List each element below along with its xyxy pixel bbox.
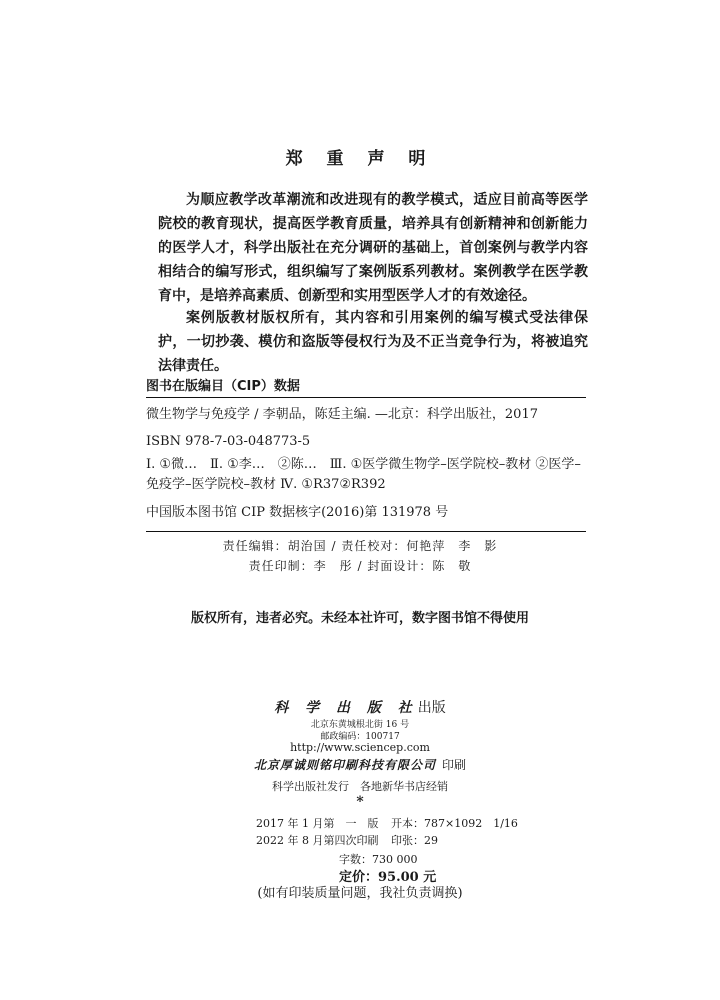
- cip-isbn-line: ISBN 978-7-03-048773-5: [146, 434, 311, 449]
- printing-date: 2022 年 8 月第四次印刷: [256, 834, 379, 847]
- cip-top-divider: [146, 397, 586, 398]
- publisher-address: 北京东黄城根北街 16 号: [310, 720, 410, 730]
- cip-record-number-line: 中国版本图书馆 CIP 数据核字(2016)第 131978 号: [146, 505, 449, 520]
- publisher-name: 科 学 出 版 社: [274, 700, 418, 716]
- publisher-url: http://www.sciencep.com: [290, 741, 430, 754]
- statement-paragraph-1: [158, 188, 588, 308]
- separator-star: *: [356, 794, 364, 810]
- editor-credits: 责任编辑：胡治国 / 责任校对：何艳萍 李 影: [222, 539, 498, 553]
- cip-bottom-divider: [146, 531, 586, 532]
- book-format: 开本：787×1092 1/16: [391, 817, 518, 830]
- cip-bibliographic-line: 微生物学与免疫学 / 李朝品，陈廷主编. —北京：科学出版社，2017: [146, 407, 538, 422]
- printer-suffix: 印刷: [442, 758, 467, 772]
- book-price: 定价：95.00 元: [339, 870, 437, 885]
- publisher-suffix: 出版: [417, 700, 446, 716]
- page-title: 郑 重 声 明: [285, 149, 435, 169]
- distribution-line: 科学出版社发行 各地新华书店经销: [272, 780, 448, 793]
- production-credits: 责任印制：李 彤 / 封面设计：陈 敬: [248, 559, 472, 573]
- first-edition-date: 2017 年 1 月第 一 版: [256, 817, 379, 830]
- printer-line: [0, 756, 720, 773]
- quality-notice: (如有印装质量问题，我社负责调换): [257, 886, 463, 901]
- statement-text-1: 为顺应教学改革潮流和改进现有的教学模式，适应目前高等医学院校的教育现状，提高医学教育质量，培养具有创新精神和创新能力的医学人才，科学出版社在充分调研的基础上，首创案例与教学内容相结合的编写形式，组织编写了案例版系列教材。案例教学在医学教育中，是培养高素质、创新型和实用型医学人才的有效途径。: [158, 192, 588, 304]
- word-count: 字数：730 000: [339, 853, 418, 866]
- statement-paragraph-2: [158, 306, 588, 378]
- printer-name: 北京厚诚则铭印刷科技有限公司: [253, 758, 436, 772]
- cip-classification-line: Ⅰ. ①微… Ⅱ. ①李… ②陈… Ⅲ. ①医学微生物学–医学院校–教材 ②医学–免疫学–医学院校–教材 Ⅳ. ①R37②R392: [146, 457, 581, 492]
- publisher-zip: 邮政编码：100717: [320, 732, 400, 742]
- statement-text-2: 案例版教材版权所有，其内容和引用案例的编写模式受法律保护，一切抄袭、模仿和盗版等侵权行为及不正当竞争行为，将被追究法律责任。: [158, 310, 588, 374]
- copyright-notice: 版权所有，违者必究。未经本社许可，数字图书馆不得使用: [190, 611, 529, 626]
- publisher-line: [0, 697, 720, 717]
- cip-heading: 图书在版编目（CIP）数据: [146, 379, 300, 394]
- printed-sheets: 印张：29: [391, 834, 438, 847]
